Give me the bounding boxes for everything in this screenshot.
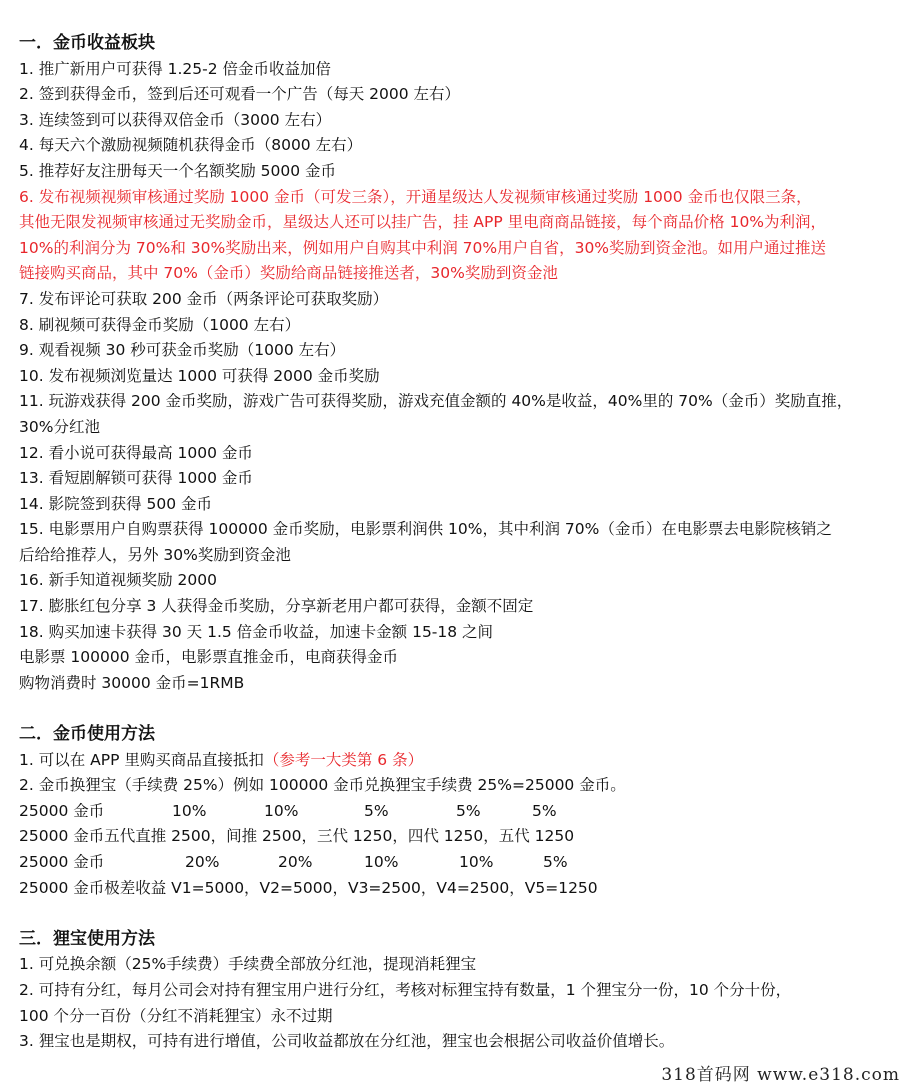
list-item: 2. 可持有分红，每月公司会对持有狸宝用户进行分红，考核对标狸宝持有数量，1 个狸宝分一份，10 个分十份， bbox=[19, 980, 792, 999]
spacer bbox=[19, 901, 894, 927]
list-item: 100 个分一百份（分红不消耗狸宝）永不过期 bbox=[19, 1006, 333, 1025]
list-item: 13. 看短剧解锁可获得 1000 金币 bbox=[19, 469, 253, 488]
row-label: 25000 金币 bbox=[19, 801, 105, 820]
list-item: 后给给推荐人，另外 30%奖励到资金池 bbox=[19, 545, 291, 564]
percent-row bbox=[19, 850, 894, 876]
section-2-title: 二．金币使用方法 bbox=[19, 724, 155, 745]
spacer bbox=[19, 696, 894, 722]
reference-note: （参考一大类第 6 条） bbox=[263, 750, 424, 769]
list-item: 15. 电影票用户自购票获得 100000 金币奖励，电影票利润供 10%，其中利润 70%（金币）在电影票去电影院核销之 bbox=[19, 520, 832, 539]
list-item: 1. 可兑换余额（25%手续费）手续费全部放分红池，提现消耗狸宝 bbox=[19, 955, 477, 974]
row-label: 25000 金币 bbox=[19, 853, 105, 871]
list-item: 8. 刷视频可获得金币奖励（1000 左右） bbox=[19, 315, 301, 334]
list-item: 1. 推广新用户可获得 1.25-2 倍金币收益加倍 bbox=[19, 59, 332, 78]
list-item: 购物消费时 30000 金币=1RMB bbox=[19, 673, 245, 692]
list-item: 9. 观看视频 30 秒可获金币奖励（1000 左右） bbox=[19, 341, 346, 360]
percent-cell: 10% bbox=[172, 801, 207, 820]
list-item-highlight: 其他无限发视频审核通过无奖励金币，星级达人还可以挂广告，挂 APP 里电商商品链接，每个商品价格 10%为利润， bbox=[19, 213, 827, 232]
percent-cell: 5% bbox=[456, 801, 481, 820]
percent-cell: 10% bbox=[364, 853, 399, 871]
section-1-title: 一．金币收益板块 bbox=[19, 33, 155, 53]
list-item: 3. 狸宝也是期权，可持有进行增值，公司收益都放在分红池，狸宝也会根据公司收益价值增长。 bbox=[19, 1032, 675, 1051]
list-item: 7. 发布评论可获取 200 金币（两条评论可获取奖励） bbox=[19, 289, 389, 308]
list-item-highlight: 10%的利润分为 70%和 30%奖励出来，例如用户自购其中利润 70%用户自省，30%奖励到资金池。如用户通过推送 bbox=[19, 238, 827, 257]
percent-cell: 10% bbox=[264, 801, 299, 820]
list-item: 16. 新手知道视频奖励 2000 bbox=[19, 571, 217, 590]
list-item: 18. 购买加速卡获得 30 天 1.5 倍金币收益，加速卡金额 15-18 之间 bbox=[19, 622, 494, 641]
list-item: 2. 签到获得金币，签到后还可观看一个广告（每天 2000 左右） bbox=[19, 85, 461, 104]
list-item: 17. 膨胀红包分享 3 人获得金币奖励，分享新老用户都可获得，金额不固定 bbox=[19, 597, 534, 616]
percent-cell: 5% bbox=[532, 801, 557, 820]
list-item: 电影票 100000 金币，电影票直推金币，电商获得金币 bbox=[19, 648, 399, 667]
list-item: 14. 影院签到获得 500 金币 bbox=[19, 494, 213, 513]
list-item: 30%分红池 bbox=[19, 417, 100, 436]
document-body bbox=[19, 31, 894, 1055]
list-item-highlight: 链接购买商品，其中 70%（金币）奖励给商品链接推送者，30%奖励到资金池 bbox=[19, 264, 558, 283]
list-item: 25000 金币五代直推 2500，间推 2500，三代 1250，四代 1250，五代 1250 bbox=[19, 827, 575, 846]
percent-cell: 20% bbox=[278, 853, 313, 871]
list-item: 11. 玩游戏获得 200 金币奖励，游戏广告可获得奖励，游戏充值金额的 40%是收益，40%里的 70%（金币）奖励直推， bbox=[19, 392, 853, 411]
list-item: 10. 发布视频浏览量达 1000 可获得 2000 金币奖励 bbox=[19, 366, 380, 385]
list-item: 3. 连续签到可以获得双倍金币（3000 左右） bbox=[19, 110, 332, 129]
percent-cell: 10% bbox=[459, 853, 494, 871]
list-item: 2. 金币换狸宝（手续费 25%）例如 100000 金币兑换狸宝手续费 25%=25000 金币。 bbox=[19, 776, 626, 795]
percent-cell: 5% bbox=[543, 853, 568, 871]
list-item: 5. 推荐好友注册每天一个名额奖励 5000 金币 bbox=[19, 161, 337, 180]
list-item: 25000 金币极差收益 V1=5000，V2=5000，V3=2500，V4=2500，V5=1250 bbox=[19, 878, 598, 897]
list-item-highlight: 6. 发布视频视频审核通过奖励 1000 金币（可发三条），开通星级达人发视频审核通过奖励 1000 金币也仅限三条， bbox=[19, 187, 812, 206]
section-3-title: 三．狸宝使用方法 bbox=[19, 928, 155, 949]
section-3-list bbox=[19, 952, 894, 1054]
section-1-list bbox=[19, 57, 894, 697]
site-watermark: 318首码网 www.e318.com bbox=[661, 1065, 900, 1085]
percent-cell: 20% bbox=[185, 853, 220, 871]
item-text: 1. 可以在 APP 里购买商品直接抵扣 bbox=[19, 750, 264, 769]
percent-row bbox=[19, 799, 894, 825]
list-item bbox=[19, 748, 894, 774]
section-2-list bbox=[19, 748, 894, 902]
list-item: 4. 每天六个激励视频随机获得金币（8000 左右） bbox=[19, 136, 363, 155]
list-item: 12. 看小说可获得最高 1000 金币 bbox=[19, 443, 253, 462]
percent-cell: 5% bbox=[364, 801, 389, 820]
